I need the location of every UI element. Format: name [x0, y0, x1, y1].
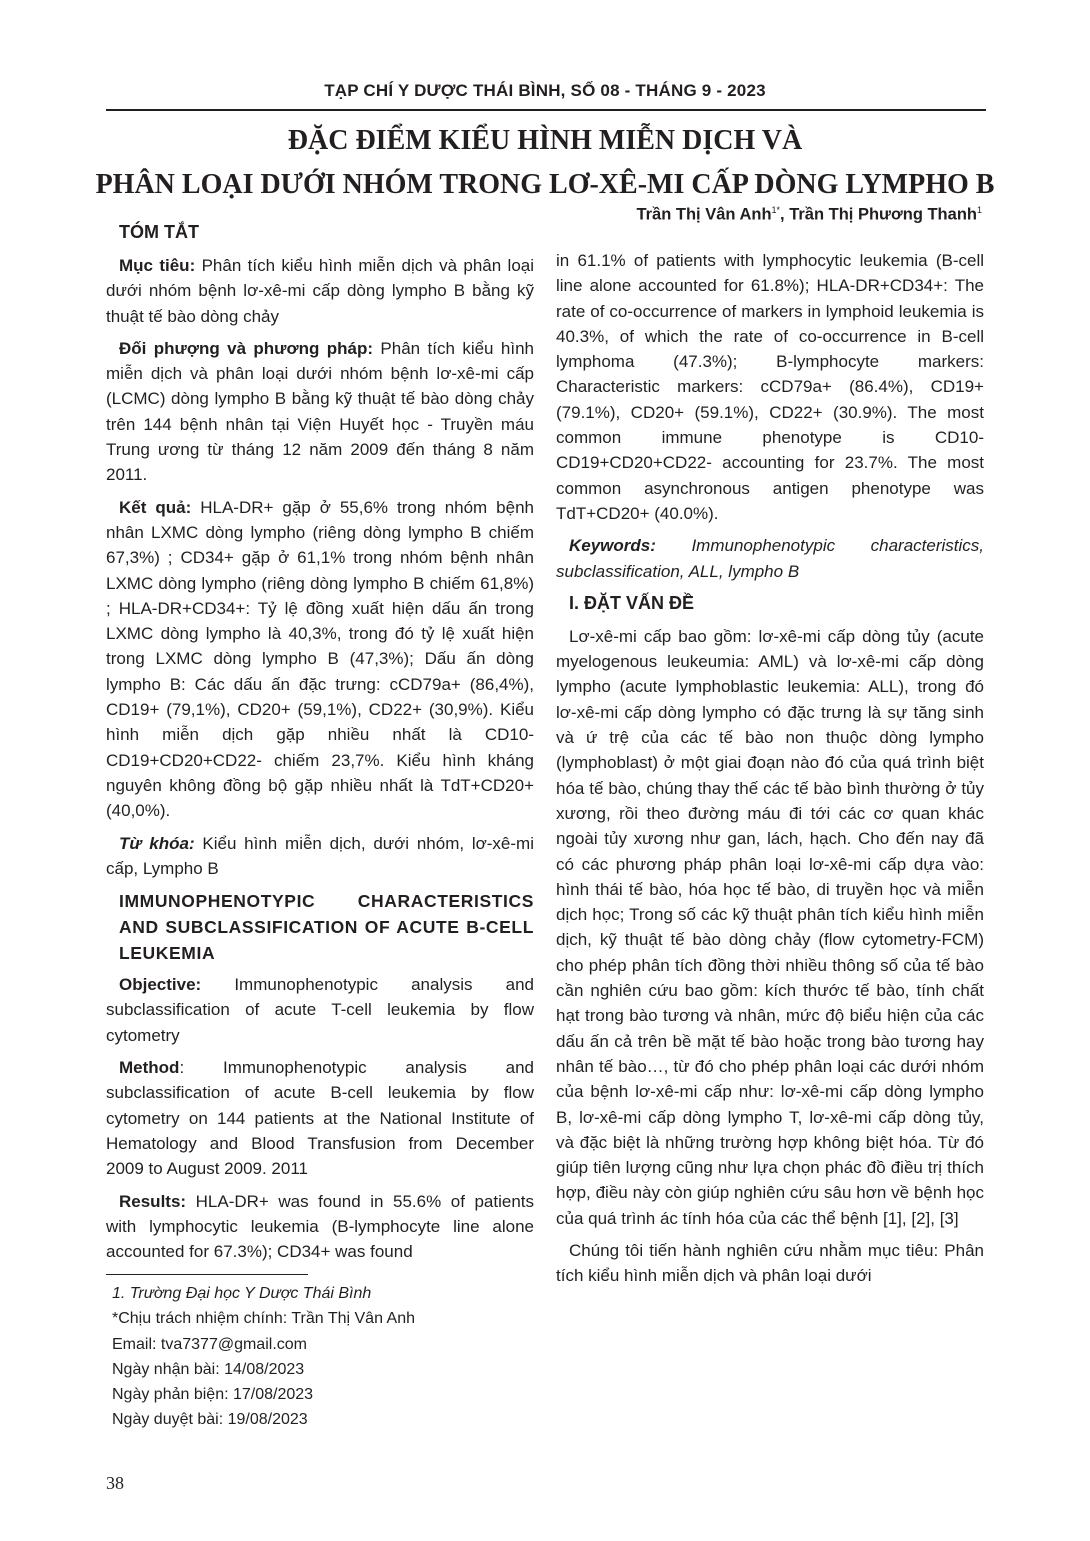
en-objective-text: Immunophenotypic analysis and subclassification of acute T-cell leukemia by flow cytometry [106, 975, 534, 1045]
footnote-reviewed: Ngày phản biện: 17/08/2023 [112, 1386, 314, 1404]
footnote-email: Email: tva7377@gmail.com [112, 1335, 307, 1353]
en-objective-label: Objective: [119, 975, 202, 995]
abstract-en-title: IMMUNOPHENOTYPIC CHARACTERISTICS AND SUBCLASSIFICATION OF ACUTE B-CELL LEUKEMIA [119, 891, 534, 964]
left-column [106, 214, 534, 1271]
abstract-vi-results [106, 495, 534, 824]
article-title [90, 119, 1000, 207]
en-method-text: : Immunophenotypic analysis and subclassification of acute B-cell leukemia by flow cytometry on 144 patients at the National Institute of Hematology and Blood Transfusion from December 2009 to August 2009. 2011 [106, 1058, 534, 1179]
right-column [556, 248, 984, 1296]
abstract-vi-objective [106, 253, 534, 329]
footnote-affiliation: 1. Trường Đại học Y Dược Thái Bình [112, 1285, 372, 1302]
footnote-accepted: Ngày duyệt bài: 19/08/2023 [112, 1411, 308, 1429]
header-rule [106, 109, 986, 111]
author-line [636, 205, 982, 225]
author-2-affiliation: 1 [976, 205, 982, 215]
author-2: Trần Thị Phương Thanh [789, 205, 977, 224]
author-separator: , [780, 205, 790, 224]
en-keywords-text: Immunophenotypic characteristics, subclassification, ALL, lympho B [556, 536, 984, 581]
author-1: Trần Thị Vân Anh [636, 205, 772, 224]
journal-header: TẠP CHÍ Y DƯỢC THÁI BÌNH, SỐ 08 - THÁNG 9 - 2023 [324, 81, 766, 100]
footnote-corresponding: *Chịu trách nhiệm chính: Trần Thị Vân Anh [112, 1310, 415, 1328]
footnote-rule [106, 1274, 308, 1275]
abstract-en-method [106, 1055, 534, 1181]
abstract-en-keywords [556, 533, 984, 584]
objective-label: Mục tiêu: [119, 256, 196, 275]
title-line-2: PHÂN LOẠI DƯỚI NHÓM TRONG LƠ-XÊ-MI CẤP DÒNG LYMPHO B [95, 169, 995, 200]
method-text: Phân tích kiểu hình miễn dịch và phân loại dưới nhóm bệnh lơ-xê-mi cấp (LCMC) dòng lympho B bằng kỹ thuật tế bào dòng chảy trên 144 bệnh nhân tại Viện Huyết học - Truyền máu Trung ương từ tháng 12 năm 2009 đến tháng 8 năm 2011. [106, 338, 534, 485]
results-label: Kết quả: [119, 497, 192, 517]
footnotes [112, 1281, 532, 1433]
section-1-paragraph-1: Lơ-xê-mi cấp bao gồm: lơ-xê-mi cấp dòng tủy (acute myelogenous leukeumia: AML) và lơ-xê-mi cấp dòng lympho (acute lymphoblastic leukemia: ALL), trong đó lơ-xê-mi cấp dòng lympho có đặc trưng là sự tăng sinh và ứ trệ của các tế bào non thuộc dòng lympho (lymphoblast) ở một giai đoạn nào đó của quá trình biệt hóa tế bào, chúng thay thế các tế bào bình thường ở tủy xương, rồi theo đường máu đi tới các cơ quan khác ngoài tủy xương như gan, lách, hạch. Cho đến nay đã có các phương pháp phân loại lơ-xê-mi cấp dựa vào: hình thái tế bào, hóa học tế bào, di truyền học và miễn dịch học; Trong số các kỹ thuật phân tích kiểu hình miễn dịch, kỹ thuật tế bào dòng chảy (flow cytometry-FCM) cho phép phân tích đồng thời nhiều thông số của tế bào cần nghiên cứu bao gồm: kích thước tế bào, tính chất hạt trong bào tương và nhân, mức độ biểu hiện của các dấu ấn cả trên bề mặt tế bào hoặc trong bào tương hay nhân tế bào…, từ đó cho phép phân loại các dưới nhóm của bệnh lơ-xê-mi cấp như: lơ-xê-mi cấp dòng lympho B, lơ-xê-mi cấp dòng lympho T, lơ-xê-mi cấp dòng tủy, và đặc biệt là những trường hợp không biệt hóa. Từ đó giúp tiên lượng cũng như lựa chọn phác đồ điều trị thích hợp, điều này còn giúp nghiên cứu sâu hơn về bệnh học của quá trình ác tính hóa của các thể bệnh [1], [2], [3] [556, 626, 984, 1228]
en-method-label: Method [119, 1058, 180, 1078]
keywords-label: Từ khóa: [119, 833, 195, 853]
abstract-vi-heading: TÓM TẮT [119, 222, 199, 242]
abstract-en-results-continued: in 61.1% of patients with lymphocytic leukemia (B-cell line alone accounted for 61.8%); HLA-DR+CD34+: The rate of co-occurrence of markers in lymphoid leukemia is 40.3%, of which the rate of co-occurrence in B-cell lymphoma (47.3%); B-lymphocyte markers: Characteristic markers: cCD79a+ (86.4%), CD19+ (79.1%), CD20+ (59.1%), CD22+ (30.9%). The most common immune phenotype is CD10-CD19+CD20+CD22- accounting for 23.7%. The most common asynchronous antigen phenotype was TdT+CD20+ (40.0%). [556, 251, 984, 523]
title-line-1: ĐẶC ĐIỂM KIỂU HÌNH MIỄN DỊCH VÀ [287, 125, 803, 156]
en-keywords-label: Keywords: [569, 536, 656, 556]
abstract-en-results-start [106, 1189, 534, 1265]
method-label: Đối phượng và phương pháp: [119, 338, 374, 358]
page-number: 38 [106, 1473, 124, 1493]
author-1-affiliation: 1* [771, 205, 781, 215]
abstract-en-objective [106, 972, 534, 1048]
objective-text: Phân tích kiểu hình miễn dịch và phân loại dưới nhóm bệnh lơ-xê-mi cấp dòng lympho B bằng kỹ thuật tế bào dòng chảy [106, 256, 534, 326]
abstract-vi-keywords [106, 831, 534, 882]
abstract-vi-method [106, 336, 534, 488]
footnote-received: Ngày nhận bài: 14/08/2023 [112, 1360, 305, 1378]
en-results-label: Results: [119, 1191, 187, 1211]
section-1-heading: I. ĐẶT VẤN ĐỀ [569, 592, 695, 613]
section-1-paragraph-2: Chúng tôi tiến hành nghiên cứu nhằm mục tiêu: Phân tích kiểu hình miễn dịch và phân loại dưới [556, 1240, 984, 1286]
keywords-text: Kiểu hình miễn dịch, dưới nhóm, lơ-xê-mi cấp, Lympho B [106, 833, 534, 878]
results-text: HLA-DR+ gặp ở 55,6% trong nhóm bệnh nhân LXMC dòng lympho (riêng dòng lympho B chiếm 67,3%) ; CD34+ gặp ở 61,1% trong nhóm bệnh nhân LXMC dòng lympho (riêng dòng lympho B chiếm 61,8%) ; HLA-DR+CD34+: Tỷ lệ đồng xuất hiện dấu ấn trong LXMC dòng lympho là 40,3%, trong đó tỷ lệ xuất hiện trong LXMC dòng lympho B (47,3%); Dấu ấn dòng lympho B: Các dấu ấn đặc trưng: cCD79a+ (86,4%), CD19+ (79,1%), CD20+ (59,1%), CD22+ (30,9%). Kiểu hình miễn dịch gặp nhiều nhất là CD10-CD19+CD20+CD22- chiếm 23,7%. Kiểu hình kháng nguyên không đồng bộ gặp nhiều nhất là TdT+CD20+ (40,0%). [106, 497, 534, 821]
en-results-text-left: HLA-DR+ was found in 55.6% of patients with lymphocytic leukemia (B-lymphocyte line alone accounted for 67.3%); CD34+ was found [106, 1191, 534, 1262]
